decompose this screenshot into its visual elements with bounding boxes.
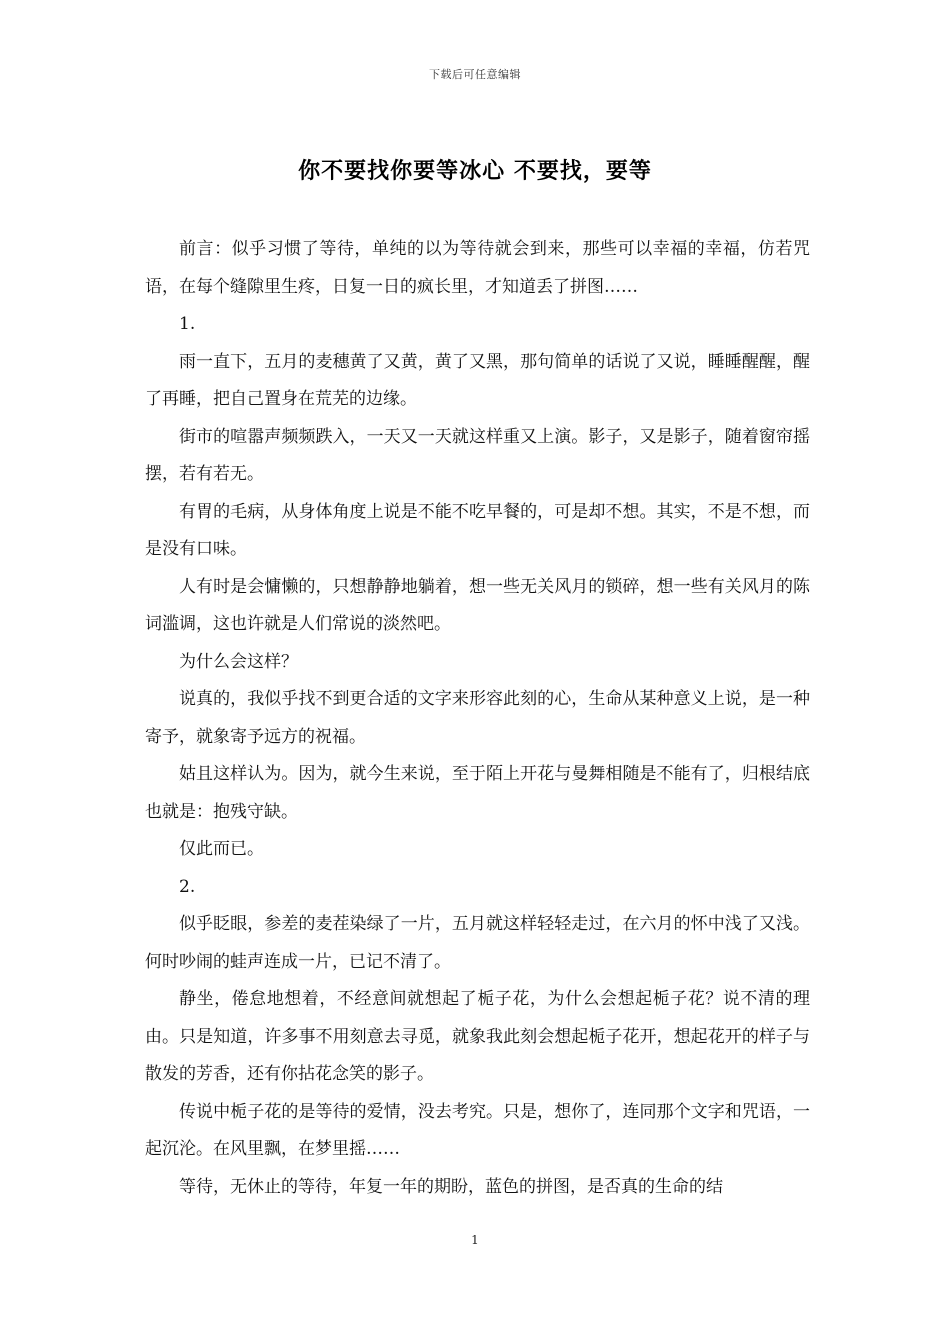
document-body: [145, 231, 810, 1206]
paragraph: 为什么会这样？: [179, 651, 298, 672]
paragraph: 姑且这样认为。因为，就今生来说，至于陌上开花与曼舞相随是不能有了，归根结底也就是：抱残守缺。: [145, 764, 810, 822]
paragraph: 说真的，我似乎找不到更合适的文字来形容此刻的心，生命从某种意义上说，是一种寄予，就象寄予远方的祝福。: [145, 689, 810, 747]
section-number: 1.: [179, 314, 196, 334]
header-note: 下载后可任意编辑: [429, 68, 521, 81]
paragraph: 人有时是会慵懒的，只想静静地躺着，想一些无关风月的锁碎，想一些有关风月的陈词滥调，这也许就是人们常说的淡然吧。: [145, 576, 810, 634]
page-number: 1: [471, 1233, 479, 1247]
document-title: 你不要找你要等冰心 不要找，要等: [298, 159, 652, 184]
paragraph: 等待，无休止的等待，年复一年的期盼，蓝色的拼图，是否真的生命的结: [179, 1176, 723, 1197]
section-number: 2.: [179, 876, 196, 897]
paragraph: 雨一直下，五月的麦穗黄了又黄，黄了又黑，那句简单的话说了又说，睡睡醒醒，醒了再睡，把自己置身在荒芜的边缘。: [145, 351, 810, 409]
paragraph: 有胃的毛病，从身体角度上说是不能不吃早餐的，可是却不想。其实，不是不想，而是没有口味。: [145, 501, 810, 559]
paragraph: 静坐，倦怠地想着，不经意间就想起了栀子花，为什么会想起栀子花？说不清的理由。只是知道，许多事不用刻意去寻觅，就象我此刻会想起栀子花开，想起花开的样子与散发的芳香，还有你拈花念笑的影子。: [145, 989, 810, 1084]
paragraph: 似乎眨眼，参差的麦茬染绿了一片，五月就这样轻轻走过，在六月的怀中浅了又浅。何时吵闹的蛙声连成一片，已记不清了。: [145, 914, 810, 972]
paragraph: 仅此而已。: [179, 839, 264, 859]
paragraph: 前言：似乎习惯了等待，单纯的以为等待就会到来，那些可以幸福的幸福，仿若咒语，在每个缝隙里生疼，日复一日的疯长里，才知道丢了拼图……: [145, 239, 810, 297]
paragraph: 街市的喧嚣声频频跌入，一天又一天就这样重又上演。影子，又是影子，随着窗帘摇摆，若有若无。: [145, 426, 810, 484]
paragraph: 传说中栀子花的是等待的爱情，没去考究。只是，想你了，连同那个文字和咒语，一起沉沦。在风里飘，在梦里摇……: [145, 1101, 810, 1159]
